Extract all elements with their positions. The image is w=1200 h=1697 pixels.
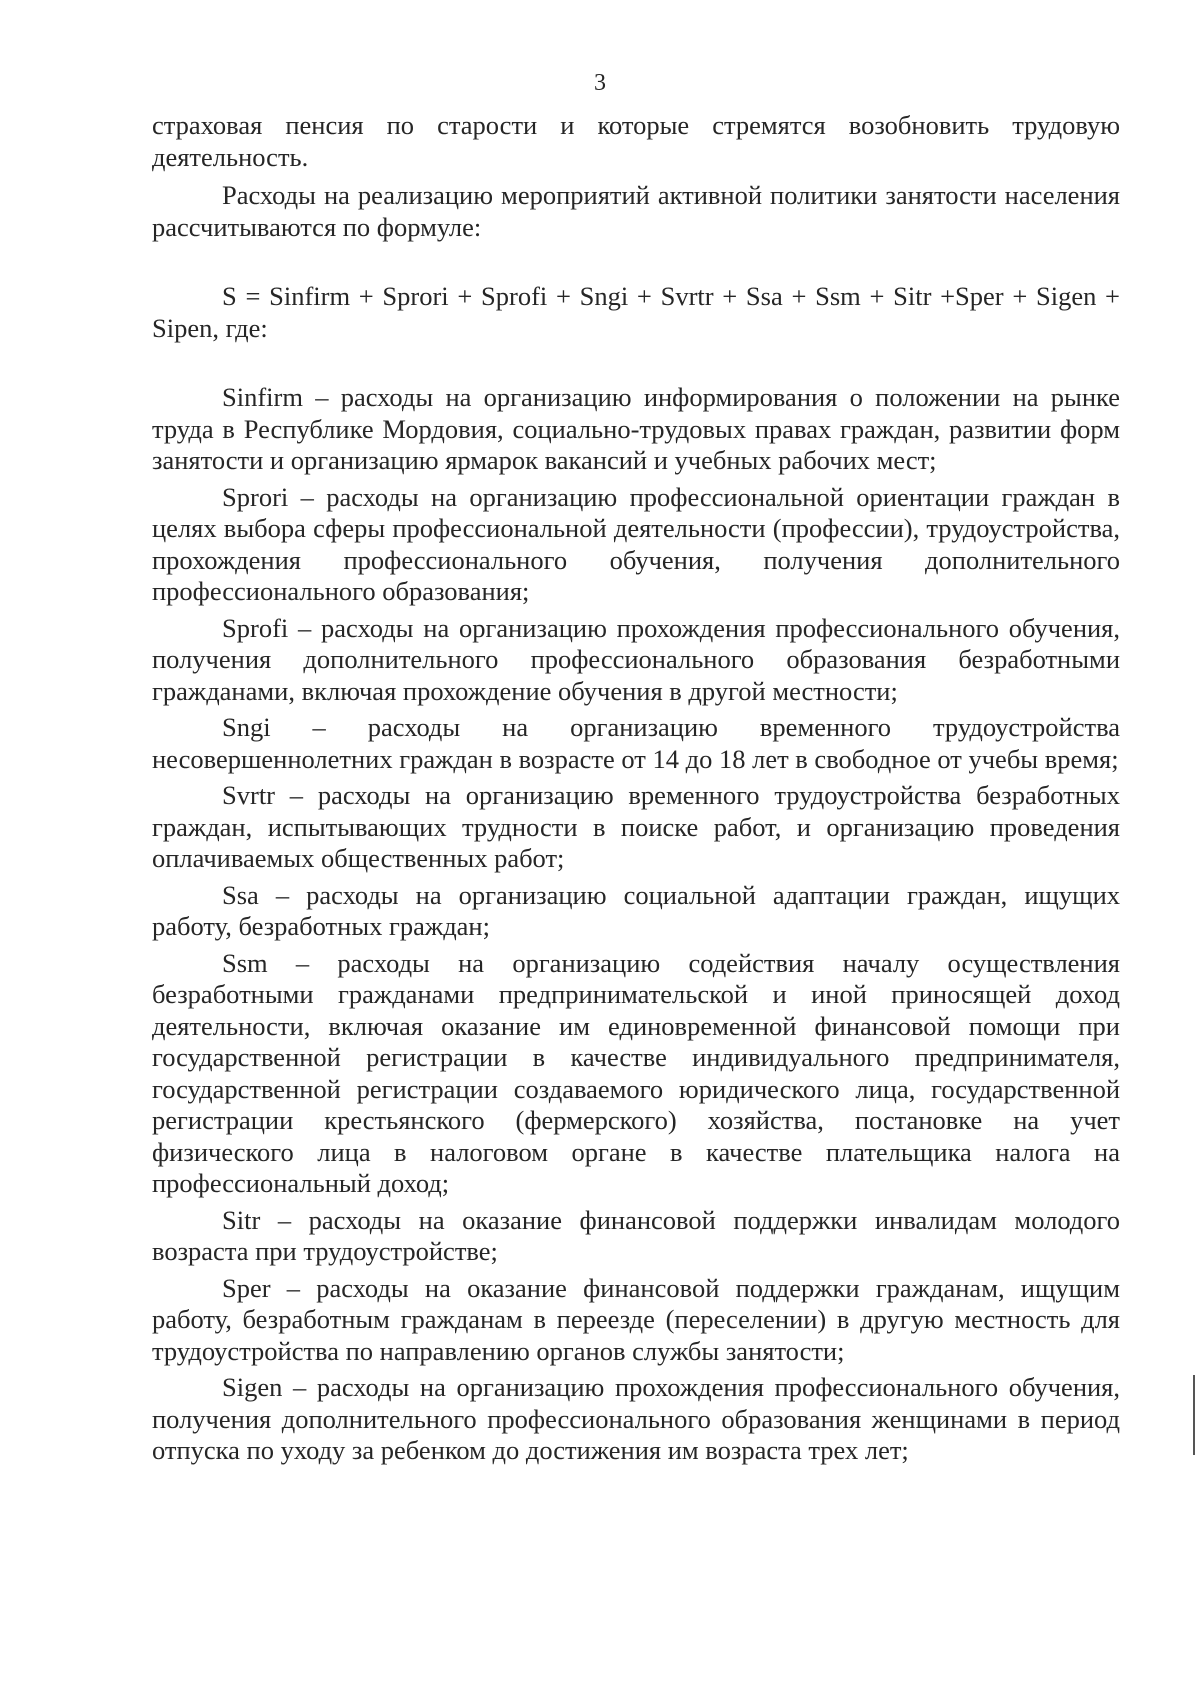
page-number: 3 [594, 70, 606, 96]
definition-sngi: Sngi – расходы на организацию временного трудоустройства несовершеннолетних граждан в возрасте от 14 до 18 лет в свободное от учебы время; [152, 712, 1120, 774]
definitions-list [152, 382, 1120, 1467]
definition-sitr: Sitr – расходы на оказание финансовой поддержки инвалидам молодого возраста при трудоустройстве; [152, 1204, 1120, 1266]
definition-sper: Sper – расходы на оказание финансовой поддержки гражданам, ищущим работу, безработным гражданам в переезде (переселении) в другую местность для трудоустройства по направлению органов службы занятости; [152, 1272, 1120, 1366]
document-body [152, 110, 1120, 1472]
definition-sprofi: Sprofi – расходы на организацию прохождения профессионального обучения, получения дополнительного профессионального образования безработными гражданами, включая прохождение обучения в другой местности; [152, 612, 1120, 706]
definition-sigen: Sigen – расходы на организацию прохождения профессионального обучения, получения дополнительного профессионального образования женщинами в период отпуска по уходу за ребенком до достижения им возраста трех лет; [152, 1372, 1120, 1465]
continuation-paragraph: страховая пенсия по старости и которые стремятся возобновить трудовую деятельность. [152, 110, 1120, 172]
formula-intro-paragraph: Расходы на реализацию мероприятий активной политики занятости населения рассчитываются по формуле: [152, 180, 1120, 242]
scan-edge-mark [1193, 1375, 1195, 1455]
formula-paragraph: S = Sinfirm + Sprori + Sprofi + Sngi + Svrtr + Ssa + Ssm + Sitr +Sper + Sigen + Sipen, где: [152, 281, 1120, 343]
definition-svrtr: Svrtr – расходы на организацию временного трудоустройства безработных граждан, испытывающих трудности в поиске работ, и организацию проведения оплачиваемых общественных работ; [152, 780, 1120, 873]
definition-sinfirm: Sinfirm – расходы на организацию информирования о положении на рынке труда в Республике Мордовия, социально-трудовых правах граждан, развитии форм занятости и организацию ярмарок вакансий и учебных рабочих мест; [152, 382, 1120, 475]
definition-sprori: Sprori – расходы на организацию профессиональной ориентации граждан в целях выбора сферы профессиональной деятельности (профессии), трудоустройства, прохождения профессионального обучения, получения дополнительного профессионального образования; [152, 481, 1120, 606]
definition-ssm: Ssm – расходы на организацию содействия началу осуществления безработными гражданами предпринимательской и иной приносящей доход деятельности, включая оказание им единовременной финансовой помощи при государственной регистрации в качестве индивидуального предпринимателя, государственной регистрации создаваемого юридического лица, государственной регистрации крестьянского (фермерского) хозяйства, постановке на учет физического лица в налоговом органе в качестве плательщика налога на профессиональный доход; [152, 947, 1120, 1198]
definition-ssa: Ssa – расходы на организацию социальной адаптации граждан, ищущих работу, безработных граждан; [152, 879, 1120, 941]
